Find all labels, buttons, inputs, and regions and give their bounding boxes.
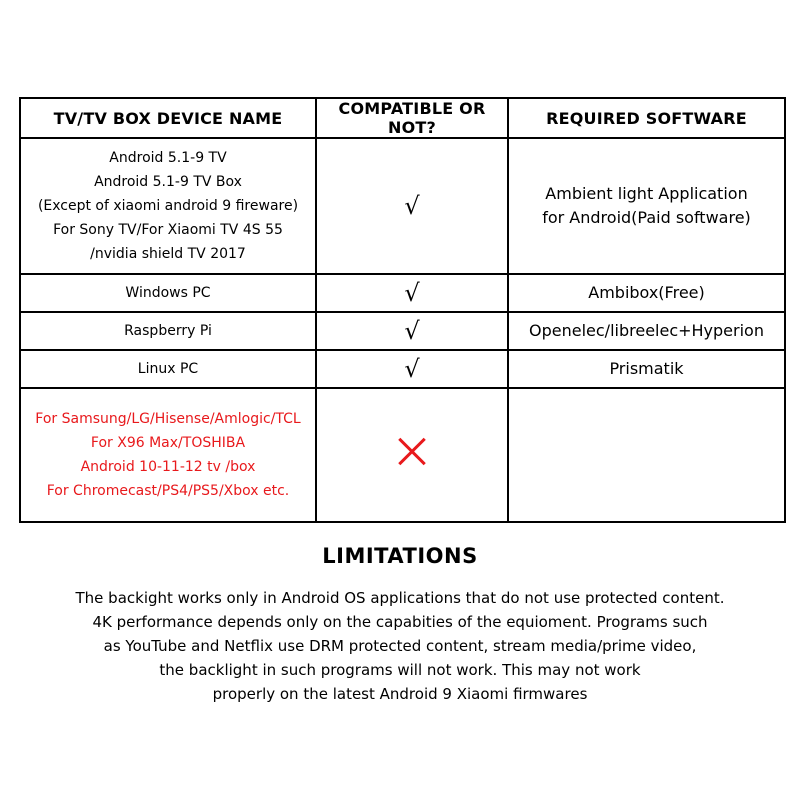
device-cell: Linux PC	[20, 350, 316, 388]
device-cell: Raspberry Pi	[20, 312, 316, 350]
limitations-line: 4K performance depends only on the capabities of the equioment. Programs such	[92, 613, 708, 631]
software-line: for Android(Paid software)	[542, 208, 751, 227]
device-line: For Sony TV/For Xiaomi TV 4S 55	[53, 222, 283, 238]
check-mark: √	[316, 274, 508, 312]
limitations-line: The backight works only in Android OS applications that do not use protected content.	[75, 589, 725, 607]
device-line: Android 5.1-9 TV	[109, 150, 227, 166]
table-row-raspberry	[20, 312, 785, 350]
device-cell	[20, 388, 316, 522]
table-row-android	[20, 138, 785, 274]
header-compatible: COMPATIBLE OR NOT?	[316, 98, 508, 138]
compatibility-table	[19, 97, 786, 523]
limitations-title: LIMITATIONS	[322, 544, 478, 568]
device-line: Android 5.1-9 TV Box	[94, 174, 242, 190]
red-cross-icon	[397, 437, 427, 467]
limitations-text	[0, 586, 800, 706]
device-line: For X96 Max/TOSHIBA	[90, 435, 246, 451]
software-line: Ambient light Application	[545, 184, 748, 203]
software-cell-empty	[508, 388, 785, 522]
limitations-line: as YouTube and Netflix use DRM protected content, stream media/prime video,	[103, 637, 697, 655]
check-mark: √	[316, 138, 508, 274]
limitations-line: the backlight in such programs will not work. This may not work	[159, 661, 641, 679]
device-line: For Samsung/LG/Hisense/Amlogic/TCL	[35, 411, 301, 427]
check-mark: √	[316, 312, 508, 350]
header-device-name: TV/TV BOX DEVICE NAME	[20, 98, 316, 138]
limitations-line: properly on the latest Android 9 Xiaomi firmwares	[212, 685, 588, 703]
incompatible-cell	[316, 388, 508, 522]
device-line: (Except of xiaomi android 9 fireware)	[37, 198, 299, 214]
device-cell: Windows PC	[20, 274, 316, 312]
software-cell: Ambibox(Free)	[508, 274, 785, 312]
table-row-incompatible	[20, 388, 785, 522]
software-cell	[508, 138, 785, 274]
device-line: Android 10-11-12 tv /box	[80, 459, 256, 475]
device-line: For Chromecast/PS4/PS5/Xbox etc.	[46, 483, 290, 499]
device-cell	[20, 138, 316, 274]
header-required-software: REQUIRED SOFTWARE	[508, 98, 785, 138]
table-row-linux	[20, 350, 785, 388]
check-mark: √	[316, 350, 508, 388]
table-row-windows	[20, 274, 785, 312]
software-cell: Openelec/libreelec+Hyperion	[508, 312, 785, 350]
table-header-row	[20, 98, 785, 138]
device-line: /nvidia shield TV 2017	[90, 246, 246, 262]
software-cell: Prismatik	[508, 350, 785, 388]
